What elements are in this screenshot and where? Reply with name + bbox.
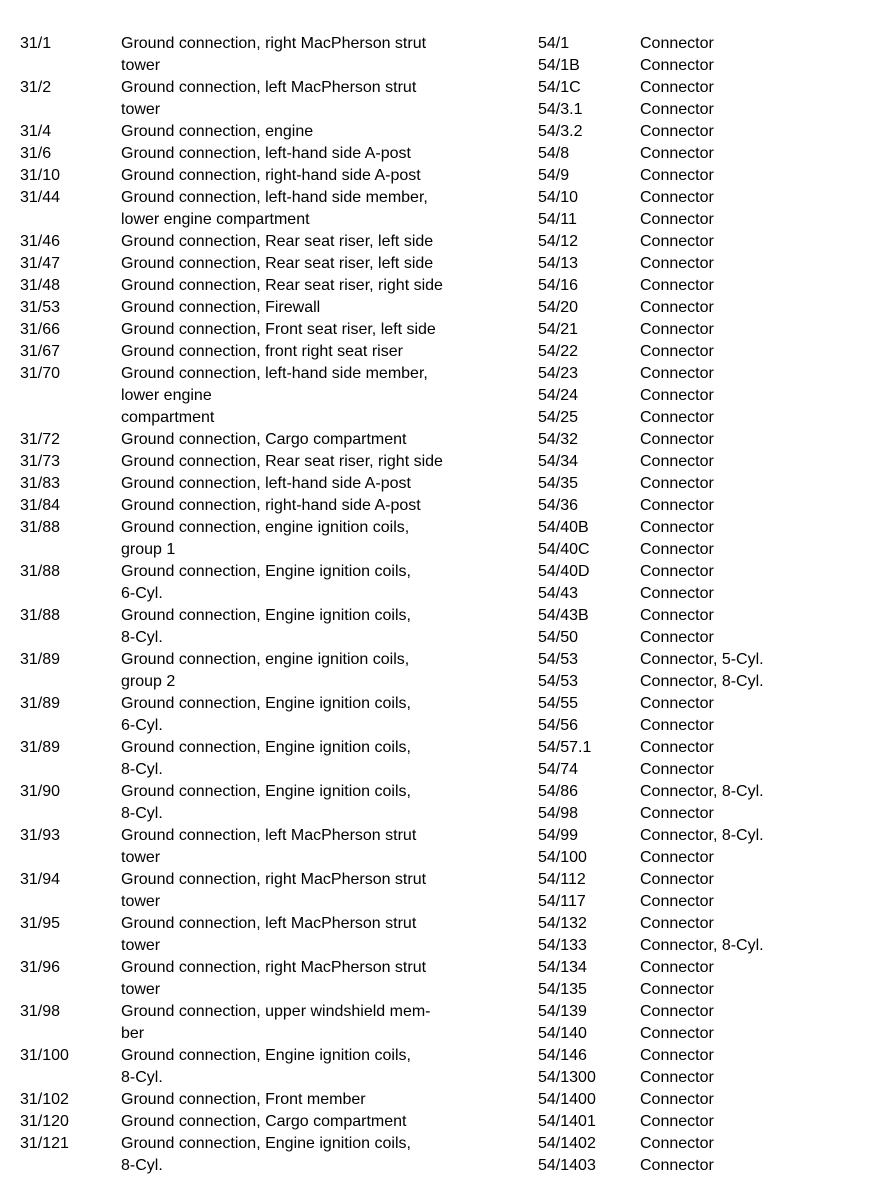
component-code: 54/56: [538, 717, 579, 734]
ground-connection-entry: [20, 165, 520, 187]
ground-connection-entry: [20, 1111, 520, 1133]
ground-connection-entry: [20, 341, 520, 363]
component-description: Connector: [640, 387, 714, 404]
component-code: 54/23: [538, 365, 579, 382]
component-description: Ground connection, right-hand side A-post: [121, 167, 421, 184]
connector-entry: [538, 55, 868, 77]
ground-connection-entry: [20, 561, 520, 605]
component-description: Ground connection, left-hand side A-post: [121, 145, 411, 162]
ground-connection-entry: [20, 451, 520, 473]
component-description: Ground connection, Rear seat riser, right side: [121, 453, 443, 470]
component-code: 54/100: [538, 849, 587, 866]
ground-connection-entry: [20, 187, 520, 231]
component-description: Connector: [640, 497, 714, 514]
ground-connection-entry: [20, 957, 520, 1001]
component-description: Connector: [640, 1113, 714, 1130]
connector-entry: [538, 1045, 868, 1067]
connector-entry: [538, 957, 868, 979]
component-code: 31/66: [20, 321, 61, 338]
component-description: Connector: [640, 893, 714, 910]
component-code: 54/24: [538, 387, 579, 404]
connector-entry: [538, 649, 868, 671]
ground-connection-entry: [20, 319, 520, 341]
ground-connection-list: [20, 33, 520, 1177]
ground-connection-entry: [20, 737, 520, 781]
ground-connection-entry: [20, 297, 520, 319]
connector-entry: [538, 165, 868, 187]
component-description: Ground connection, Rear seat riser, right side: [121, 277, 443, 294]
component-description: Connector: [640, 1047, 714, 1064]
component-code: 31/46: [20, 233, 61, 250]
component-description: Ground connection, Firewall: [121, 299, 321, 316]
connector-entry: [538, 869, 868, 891]
component-description: Ground connection, engine ignition coils, group 2: [121, 651, 410, 690]
component-description: Connector: [640, 299, 714, 316]
ground-connection-entry: [20, 1089, 520, 1111]
connector-entry: [538, 451, 868, 473]
ground-connection-entry: [20, 143, 520, 165]
component-code: 54/36: [538, 497, 579, 514]
connector-entry: [538, 561, 868, 583]
connector-entry: [538, 1023, 868, 1045]
connector-entry: [538, 297, 868, 319]
component-description: Connector: [640, 101, 714, 118]
component-code: 31/89: [20, 695, 61, 712]
component-description: Connector: [640, 233, 714, 250]
component-code: 31/67: [20, 343, 61, 360]
component-code: 31/10: [20, 167, 61, 184]
connector-entry: [538, 1067, 868, 1089]
ground-connection-entry: [20, 121, 520, 143]
component-description: Connector: [640, 607, 714, 624]
component-description: Ground connection, left-hand side member, lower engine compartment: [121, 189, 428, 228]
component-description: Ground connection, Engine ignition coils, 8-Cyl.: [121, 607, 411, 646]
connector-entry: [538, 1111, 868, 1133]
component-code: 31/121: [20, 1135, 69, 1152]
connector-entry: [538, 341, 868, 363]
component-code: 54/10: [538, 189, 579, 206]
component-description: Connector: [640, 57, 714, 74]
component-code: 31/93: [20, 827, 61, 844]
component-code: 54/132: [538, 915, 587, 932]
component-description: Connector: [640, 255, 714, 272]
connector-entry: [538, 517, 868, 539]
component-description: Connector: [640, 1135, 714, 1152]
connector-entry: [538, 319, 868, 341]
component-description: Connector: [640, 563, 714, 580]
component-code: 31/2: [20, 79, 52, 96]
ground-connection-entry: [20, 363, 520, 429]
component-code: 31/44: [20, 189, 61, 206]
component-code: 31/100: [20, 1047, 69, 1064]
connector-entry: [538, 825, 868, 847]
component-description: Connector: [640, 409, 714, 426]
component-description: Ground connection, left MacPherson strut tower: [121, 915, 417, 954]
component-code: 31/73: [20, 453, 61, 470]
component-description: Ground connection, Front member: [121, 1091, 366, 1108]
component-code: 31/94: [20, 871, 61, 888]
component-description: Connector: [640, 761, 714, 778]
connector-entry: [538, 99, 868, 121]
component-description: Ground connection, Engine ignition coils, 6-Cyl.: [121, 695, 411, 734]
ground-connection-entry: [20, 231, 520, 253]
connector-entry: [538, 539, 868, 561]
ground-connection-entry: [20, 781, 520, 825]
connector-entry: [538, 407, 868, 429]
component-code: 54/117: [538, 893, 586, 910]
component-code: 54/22: [538, 343, 579, 360]
ground-connection-entry: [20, 693, 520, 737]
ground-connection-entry: [20, 33, 520, 77]
component-description: Connector: [640, 453, 714, 470]
component-code: 54/99: [538, 827, 579, 844]
component-description: Ground connection, Engine ignition coils, 8-Cyl.: [121, 1047, 411, 1086]
component-description: Connector, 8-Cyl.: [640, 783, 764, 800]
component-code: 31/53: [20, 299, 61, 316]
connector-entry: [538, 187, 868, 209]
component-description: Ground connection, Engine ignition coils, 8-Cyl.: [121, 1135, 411, 1174]
component-description: Connector: [640, 871, 714, 888]
component-description: Ground connection, right MacPherson strut tower: [121, 959, 427, 998]
connector-entry: [538, 209, 868, 231]
component-code: 54/1: [538, 35, 570, 52]
component-code: 54/1400: [538, 1091, 596, 1108]
component-code: 54/40D: [538, 563, 590, 580]
component-description: Connector: [640, 1069, 714, 1086]
component-code: 54/74: [538, 761, 579, 778]
component-description: Connector: [640, 123, 714, 140]
connector-entry: [538, 385, 868, 407]
ground-connection-entry: [20, 1001, 520, 1045]
component-code: 54/9: [538, 167, 570, 184]
connector-entry: [538, 627, 868, 649]
component-description: Ground connection, left-hand side A-post: [121, 475, 411, 492]
component-description: Connector: [640, 79, 714, 96]
connector-entry: [538, 935, 868, 957]
component-description: Connector: [640, 211, 714, 228]
component-code: 54/43: [538, 585, 579, 602]
ground-connection-entry: [20, 1133, 520, 1177]
connector-entry: [538, 605, 868, 627]
component-code: 31/90: [20, 783, 61, 800]
component-description: Connector, 8-Cyl.: [640, 827, 764, 844]
connector-entry: [538, 143, 868, 165]
component-description: Connector: [640, 629, 714, 646]
component-code: 54/1B: [538, 57, 580, 74]
component-description: Connector, 8-Cyl.: [640, 673, 764, 690]
component-code: 31/96: [20, 959, 61, 976]
component-description: Ground connection, left MacPherson strut tower: [121, 79, 417, 118]
connector-entry: [538, 891, 868, 913]
component-code: 54/12: [538, 233, 579, 250]
component-code: 54/112: [538, 871, 586, 888]
component-code: 54/133: [538, 937, 587, 954]
component-description: Connector: [640, 365, 714, 382]
component-code: 54/98: [538, 805, 579, 822]
component-code: 31/6: [20, 145, 52, 162]
component-description: Connector: [640, 167, 714, 184]
connector-entry: [538, 253, 868, 275]
component-code: 31/48: [20, 277, 61, 294]
component-code: 54/43B: [538, 607, 589, 624]
component-code: 31/120: [20, 1113, 69, 1130]
component-description: Connector: [640, 739, 714, 756]
component-description: Ground connection, Engine ignition coils, 8-Cyl.: [121, 739, 411, 778]
component-description: Ground connection, left-hand side member, lower engine compartment: [121, 365, 428, 426]
component-description: Connector: [640, 915, 714, 932]
component-code: 31/1: [20, 35, 52, 52]
component-code: 31/47: [20, 255, 61, 272]
component-description: Ground connection, right MacPherson strut tower: [121, 35, 427, 74]
component-code: 31/70: [20, 365, 61, 382]
connector-entry: [538, 33, 868, 55]
component-description: Connector: [640, 277, 714, 294]
component-code: 54/86: [538, 783, 579, 800]
component-code: 54/16: [538, 277, 579, 294]
connector-entry: [538, 1089, 868, 1111]
component-code: 31/89: [20, 651, 61, 668]
component-code: 31/84: [20, 497, 61, 514]
ground-connection-entry: [20, 825, 520, 869]
component-description: Connector: [640, 343, 714, 360]
ground-connection-entry: [20, 275, 520, 297]
component-code: 54/3.2: [538, 123, 583, 140]
component-code: 31/89: [20, 739, 61, 756]
component-description: Connector: [640, 145, 714, 162]
component-code: 54/53: [538, 673, 579, 690]
connector-entry: [538, 473, 868, 495]
connector-entry: [538, 693, 868, 715]
component-code: 54/1C: [538, 79, 581, 96]
ground-connection-entry: [20, 869, 520, 913]
connector-entry: [538, 495, 868, 517]
ground-connection-entry: [20, 77, 520, 121]
component-description: Connector: [640, 475, 714, 492]
connector-entry: [538, 231, 868, 253]
connector-entry: [538, 759, 868, 781]
component-code: 54/1402: [538, 1135, 596, 1152]
ground-connection-entry: [20, 253, 520, 275]
ground-connection-entry: [20, 473, 520, 495]
component-description: Ground connection, Engine ignition coils, 8-Cyl.: [121, 783, 411, 822]
component-code: 54/135: [538, 981, 587, 998]
component-code: 54/134: [538, 959, 587, 976]
component-code: 31/88: [20, 519, 61, 536]
component-code: 54/34: [538, 453, 579, 470]
component-description: Ground connection, Cargo compartment: [121, 1113, 407, 1130]
component-description: Connector: [640, 1091, 714, 1108]
component-description: Connector: [640, 519, 714, 536]
connector-entry: [538, 1001, 868, 1023]
component-code: 54/55: [538, 695, 579, 712]
connector-entry: [538, 363, 868, 385]
component-description: Ground connection, right-hand side A-post: [121, 497, 421, 514]
component-code: 54/1401: [538, 1113, 596, 1130]
connector-entry: [538, 803, 868, 825]
connector-entry: [538, 913, 868, 935]
ground-connection-entry: [20, 517, 520, 561]
connector-entry: [538, 781, 868, 803]
ground-connection-entry: [20, 605, 520, 649]
component-code: 54/139: [538, 1003, 587, 1020]
connector-entry: [538, 275, 868, 297]
component-code: 54/53: [538, 651, 579, 668]
component-code: 31/83: [20, 475, 61, 492]
ground-connection-entry: [20, 495, 520, 517]
component-description: Connector: [640, 321, 714, 338]
component-description: Ground connection, Cargo compartment: [121, 431, 407, 448]
component-description: Connector: [640, 541, 714, 558]
component-description: Ground connection, upper windshield mem- ber: [121, 1003, 431, 1042]
connector-entry: [538, 737, 868, 759]
component-code: 54/11: [538, 211, 577, 228]
component-description: Connector, 5-Cyl.: [640, 651, 764, 668]
connector-list: [538, 33, 868, 1177]
component-code: 54/13: [538, 255, 579, 272]
component-code: 54/57.1: [538, 739, 592, 756]
component-code: 54/8: [538, 145, 570, 162]
component-description: Ground connection, right MacPherson strut tower: [121, 871, 427, 910]
component-code: 54/20: [538, 299, 579, 316]
component-description: Connector: [640, 585, 714, 602]
component-description: Connector: [640, 35, 714, 52]
component-code: 54/40B: [538, 519, 589, 536]
component-description: Ground connection, left MacPherson strut tower: [121, 827, 417, 866]
component-description: Ground connection, Rear seat riser, left side: [121, 255, 434, 272]
connector-entry: [538, 671, 868, 693]
component-description: Connector: [640, 717, 714, 734]
ground-connection-entry: [20, 649, 520, 693]
component-code: 31/102: [20, 1091, 69, 1108]
component-description: Ground connection, engine: [121, 123, 314, 140]
component-code: 31/98: [20, 1003, 61, 1020]
component-description: Ground connection, front right seat riser: [121, 343, 403, 360]
component-code: 54/3.1: [538, 101, 583, 118]
component-description: Connector: [640, 431, 714, 448]
component-description: Ground connection, Engine ignition coils, 6-Cyl.: [121, 563, 411, 602]
component-code: 54/21: [538, 321, 579, 338]
connector-entry: [538, 583, 868, 605]
component-description: Connector: [640, 981, 714, 998]
connector-entry: [538, 121, 868, 143]
component-code: 54/50: [538, 629, 579, 646]
component-code: 31/72: [20, 431, 61, 448]
component-code: 54/40C: [538, 541, 590, 558]
ground-connection-entry: [20, 429, 520, 451]
component-code: 31/88: [20, 607, 61, 624]
component-description: Connector: [640, 1025, 714, 1042]
connector-entry: [538, 429, 868, 451]
connector-entry: [538, 77, 868, 99]
component-description: Connector: [640, 849, 714, 866]
connector-entry: [538, 847, 868, 869]
component-description: Connector: [640, 189, 714, 206]
connector-entry: [538, 1133, 868, 1155]
component-code: 54/140: [538, 1025, 587, 1042]
component-code: 54/1403: [538, 1157, 596, 1174]
component-code: 54/1300: [538, 1069, 596, 1086]
component-description: Connector: [640, 695, 714, 712]
component-code: 31/95: [20, 915, 61, 932]
component-code: 31/4: [20, 123, 52, 140]
ground-connection-entry: [20, 913, 520, 957]
component-code: 54/25: [538, 409, 579, 426]
component-description: Connector: [640, 1003, 714, 1020]
component-description: Ground connection, Rear seat riser, left side: [121, 233, 434, 250]
connector-entry: [538, 715, 868, 737]
component-code: 54/146: [538, 1047, 587, 1064]
component-description: Connector: [640, 805, 714, 822]
connector-entry: [538, 1155, 868, 1177]
component-code: 54/32: [538, 431, 579, 448]
connector-entry: [538, 979, 868, 1001]
component-description: Connector, 8-Cyl.: [640, 937, 764, 954]
component-description: Connector: [640, 959, 714, 976]
ground-connection-entry: [20, 1045, 520, 1089]
component-description: Ground connection, engine ignition coils, group 1: [121, 519, 410, 558]
component-description: Connector: [640, 1157, 714, 1174]
component-description: Ground connection, Front seat riser, left side: [121, 321, 436, 338]
component-code: 54/35: [538, 475, 579, 492]
component-code: 31/88: [20, 563, 61, 580]
